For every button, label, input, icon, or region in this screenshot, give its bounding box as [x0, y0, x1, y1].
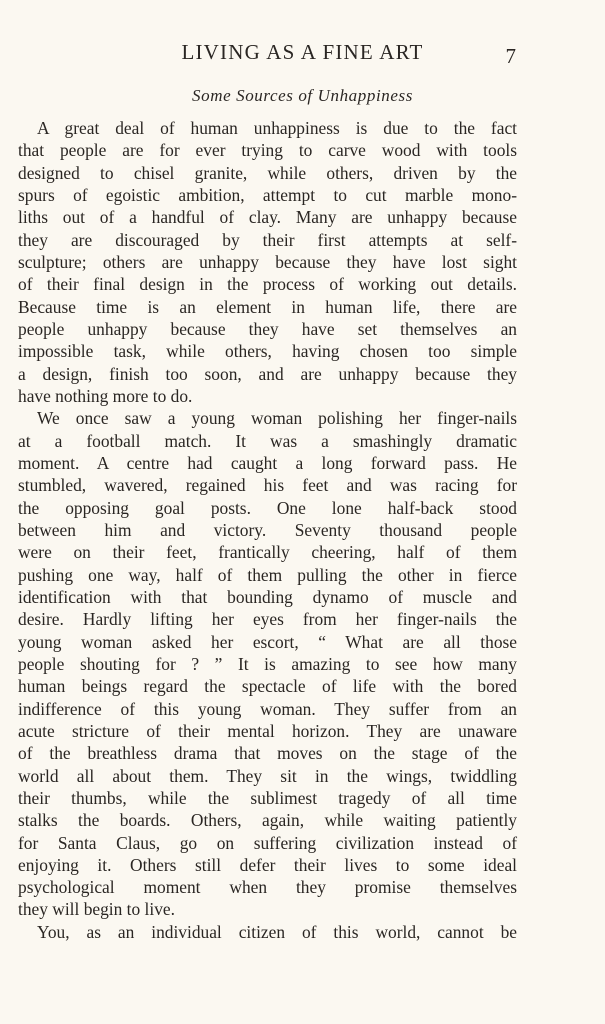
text-line: at a football match. It was a smashingly dramatic	[18, 430, 517, 451]
text-line: stalks the boards. Others, again, while waiting patiently	[18, 810, 517, 831]
text-line: spurs of egoistic ambition, attempt to cut marble mono-	[18, 184, 517, 205]
text-line: designed to chisel granite, while others, driven by the	[18, 162, 517, 183]
text-line: stumbled, wavered, regained his feet and was racing for	[18, 475, 517, 496]
text-line: desire. Hardly lifting her eyes from her finger-nails the	[18, 609, 517, 630]
text-line: of their final design in the process of working out details.	[18, 274, 517, 295]
section-heading: Some Sources of Unhappiness	[192, 86, 413, 105]
text-line: world all about them. They sit in the wings, twiddling	[18, 765, 517, 786]
text-line: indifference of this young woman. They suffer from an	[18, 698, 517, 719]
running-head	[0, 38, 605, 68]
text-line: they will begin to live.	[18, 899, 175, 920]
text-line: that people are for ever trying to carve wood with tools	[18, 140, 517, 161]
text-line: the opposing goal posts. One lone half-back stood	[18, 497, 517, 518]
page-number: 7	[505, 44, 516, 68]
text-line: pushing one way, half of them pulling the other in fierce	[18, 564, 517, 585]
text-line: a design, finish too soon, and are unhappy because they	[18, 363, 517, 384]
text-line: acute stricture of their mental horizon. They are unaware	[18, 720, 517, 741]
text-line: liths out of a handful of clay. Many are unhappy because	[18, 207, 517, 228]
text-line: young woman asked her escort, “ What are all those	[18, 631, 517, 652]
text-line: A great deal of human unhappiness is due to the fact	[37, 118, 517, 138]
running-title: LIVING AS A FINE ART	[181, 40, 424, 64]
text-line: impossible task, while others, having chosen too simple	[18, 341, 517, 362]
text-line: sculpture; others are unhappy because they have lost sight	[18, 251, 517, 272]
text-line: human beings regard the spectacle of life with the bored	[18, 676, 517, 697]
text-line: have nothing more to do.	[18, 385, 193, 406]
body-text	[18, 117, 517, 943]
text-line: between him and victory. Seventy thousand people	[18, 519, 517, 540]
text-line: their thumbs, while the sublimest tragedy of all time	[18, 787, 517, 808]
text-line: for Santa Claus, go on suffering civilization instead of	[18, 832, 517, 853]
text-line: they are discouraged by their first attempts at self-	[18, 229, 517, 250]
text-line: moment. A centre had caught a long forward pass. He	[18, 452, 517, 473]
text-line: people shouting for ? ” It is amazing to see how many	[18, 653, 517, 674]
text-line: identification with that bounding dynamo of muscle and	[18, 586, 517, 607]
text-line: We once saw a young woman polishing her finger-nails	[37, 408, 517, 429]
text-line: of the breathless drama that moves on the stage of the	[18, 743, 517, 764]
text-line: people unhappy because they have set themselves an	[18, 318, 517, 339]
text-line: Because time is an element in human life, there are	[18, 296, 517, 317]
text-line: were on their feet, frantically cheering, half of them	[18, 542, 517, 563]
text-line: You, as an individual citizen of this world, cannot be	[37, 921, 517, 942]
text-line: psychological moment when they promise themselves	[18, 877, 517, 898]
text-line: enjoying it. Others still defer their lives to some ideal	[18, 854, 517, 875]
